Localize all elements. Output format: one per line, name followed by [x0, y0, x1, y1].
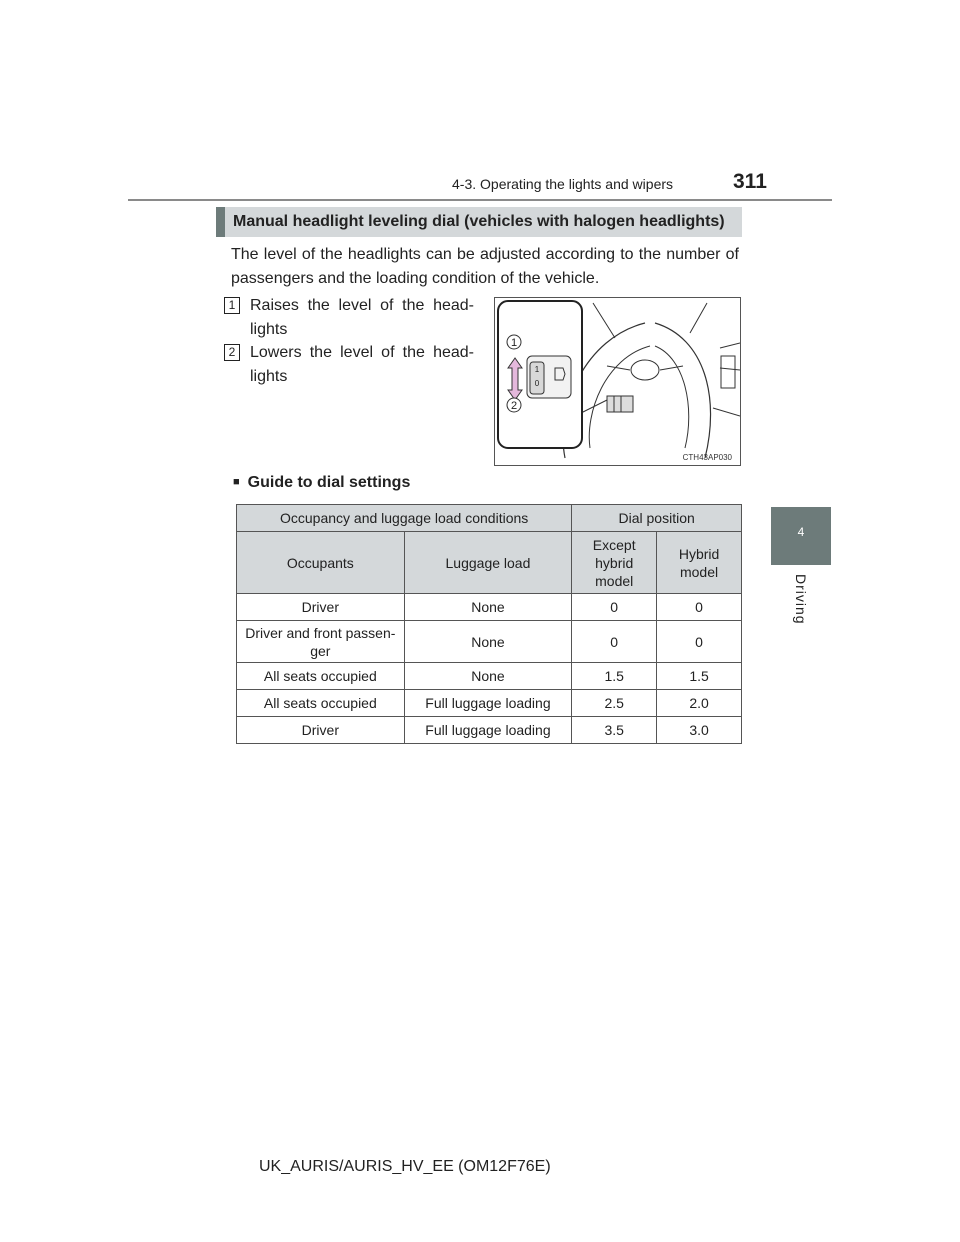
table-column-header-row: [237, 532, 742, 594]
table-row: [237, 717, 742, 744]
manual-footer-code: UK_AURIS/AURIS_HV_EE (OM12F76E): [259, 1158, 551, 1175]
table-group-header-row: [237, 505, 742, 532]
cell-occupants: All seats occupied: [237, 663, 405, 690]
cell-hybrid: 0: [657, 621, 742, 663]
page-number: 311: [733, 170, 767, 193]
cell-except-hybrid: 0: [572, 594, 657, 621]
table-row: [237, 621, 742, 663]
cell-hybrid: 0: [657, 594, 742, 621]
figure-caption: CTH43AP030: [682, 453, 732, 462]
cell-hybrid: 1.5: [657, 663, 742, 690]
cell-hybrid: 3.0: [657, 717, 742, 744]
dashboard-line-drawing: [495, 298, 740, 465]
header-divider: [128, 199, 832, 201]
header-conditions: Occupancy and luggage load conditions: [237, 505, 572, 532]
dial-mark: 0: [534, 379, 540, 388]
step-number-badge: 2: [224, 344, 240, 361]
callout-label: 1: [510, 337, 518, 349]
square-bullet-icon: ■: [233, 476, 240, 488]
callout-label: 2: [510, 400, 518, 412]
running-header-section: 4-3. Operating the lights and wipers: [452, 176, 674, 192]
chapter-tab-number: 4: [797, 525, 805, 539]
table-subheading: [233, 474, 410, 492]
cell-except-hybrid: 2.5: [572, 690, 657, 717]
chapter-tab: [771, 507, 831, 565]
step-lower: [224, 341, 474, 389]
headlight-dial-illustration: [494, 297, 741, 466]
step-raise: [224, 294, 474, 342]
cell-except-hybrid: 1.5: [572, 663, 657, 690]
step-text: Lowers the level of the head- lights: [250, 344, 474, 385]
table-row: [237, 690, 742, 717]
chapter-tab-label: Driving: [793, 574, 809, 625]
header-dial-position: Dial position: [572, 505, 742, 532]
cell-except-hybrid: 3.5: [572, 717, 657, 744]
cell-occupants: Driver and front passen- ger: [237, 621, 405, 663]
cell-occupants: Driver: [237, 717, 405, 744]
cell-occupants: All seats occupied: [237, 690, 405, 717]
step-number-badge: 1: [224, 297, 240, 314]
dial-settings-table: [236, 504, 742, 744]
cell-luggage: None: [404, 663, 572, 690]
section-heading: Manual headlight leveling dial (vehicles with halogen headlights): [216, 207, 742, 237]
table-row: [237, 594, 742, 621]
cell-hybrid: 2.0: [657, 690, 742, 717]
header-occupants: Occupants: [237, 532, 405, 594]
section-intro: The level of the headlights can be adjusted according to the number of passengers and the loading condition of the vehicle.: [231, 246, 739, 287]
cell-luggage: Full luggage loading: [404, 690, 572, 717]
cell-occupants: Driver: [237, 594, 405, 621]
cell-luggage: None: [404, 594, 572, 621]
step-text: Raises the level of the head- lights: [250, 297, 474, 338]
header-luggage-load: Luggage load: [404, 532, 572, 594]
dial-mark: 1: [534, 365, 540, 374]
subheading-text: Guide to dial settings: [247, 474, 411, 491]
cell-luggage: None: [404, 621, 572, 663]
header-hybrid: Hybrid model: [657, 532, 742, 594]
table-row: [237, 663, 742, 690]
cell-luggage: Full luggage loading: [404, 717, 572, 744]
cell-except-hybrid: 0: [572, 621, 657, 663]
header-except-hybrid: Except hybrid model: [572, 532, 657, 594]
